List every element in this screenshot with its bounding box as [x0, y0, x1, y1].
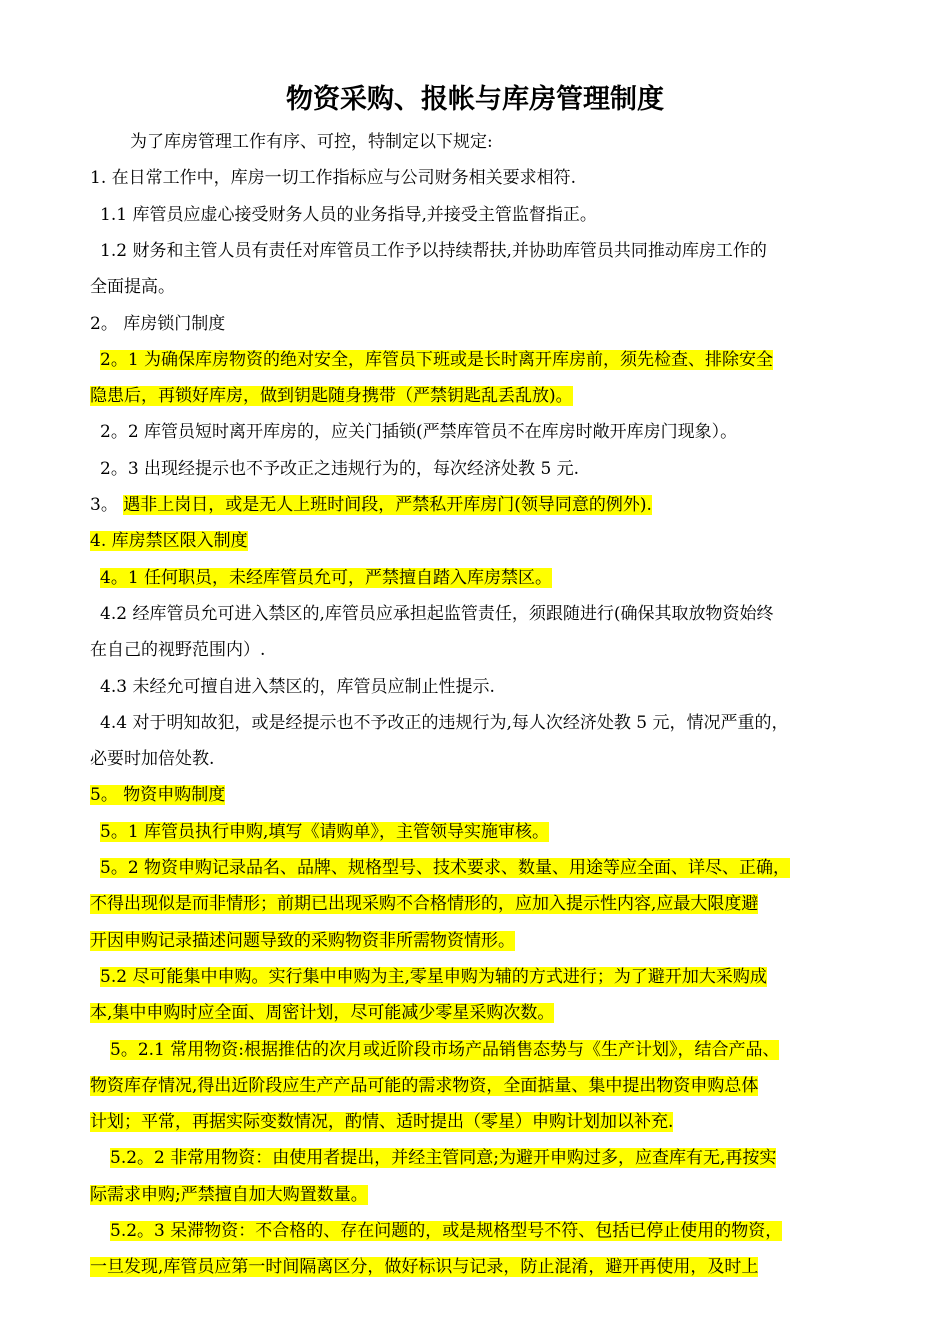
text-line — [90, 124, 860, 160]
highlighted-text: 一旦发现,库管员应第一时间隔离区分，做好标识与记录，防止混淆，避开再使用，及时上 — [90, 1257, 759, 1278]
text-line — [90, 741, 860, 777]
text-line — [90, 487, 860, 523]
line-text: 1. 在日常工作中，库房一切工作指标应与公司财务相关要求相符. — [90, 168, 577, 189]
highlighted-text: 5。1 库管员执行申购,填写《请购单》，主管领导实施审核。 — [100, 821, 549, 842]
highlighted-text: 开因申购记录描述问题导致的采购物资非所需物资情形。 — [90, 930, 515, 951]
highlighted-text: 隐患后，再锁好库房，做到钥匙随身携带（严禁钥匙乱丢乱放)。 — [90, 386, 573, 407]
line-text: 3。 — [90, 495, 124, 515]
document-title: 物资采购、报帐与库房管理制度 — [286, 84, 664, 115]
line-text: 在自己的视野范围内）. — [90, 640, 266, 661]
text-line — [90, 378, 860, 414]
line-text: 1.2 财务和主管人员有责任对库管员工作予以持续帮扶,并协助库管员共同推动库房工作的 — [100, 240, 767, 261]
line-text: 2。3 出现经提示也不予改正之违规行为的，每次经济处教 5 元. — [100, 458, 580, 479]
highlighted-text: 5。2.1 常用物资:根据推估的次月或近阶段市场产品销售态势与《生产计划》，结合产品、 — [110, 1039, 780, 1060]
line-text: 1.1 库管员应虚心接受财务人员的业务指导,并接受主管监督指正。 — [100, 204, 597, 225]
text-line — [90, 160, 860, 196]
highlighted-text: 5.2 尽可能集中申购。实行集中申购为主,零星申购为辅的方式进行；为了避开加大采购成 — [100, 966, 767, 987]
highlighted-text: 2。1 为确保库房物资的绝对安全，库管员下班或是长时离开库房前，须先检查、排除安全 — [100, 349, 774, 370]
line-text: 4.2 经库管员允可进入禁区的,库管员应承担起监管责任，须跟随进行(确保其取放物资始终 — [100, 603, 774, 624]
text-line — [90, 523, 860, 559]
highlighted-text: 本,集中申购时应全面、周密计划，尽可能减少零星采购次数。 — [90, 1003, 555, 1024]
text-line — [90, 560, 860, 596]
text-line — [90, 1104, 860, 1140]
text-line — [90, 886, 860, 922]
text-line — [90, 1068, 860, 1104]
text-line — [90, 923, 860, 959]
highlighted-text: 不得出现似是而非情形；前期已出现采购不合格情形的，应加入提示性内容,应最大限度避 — [90, 894, 759, 915]
text-line — [90, 1140, 860, 1176]
text-line — [90, 306, 860, 342]
text-line — [90, 814, 860, 850]
text-line — [90, 1249, 860, 1285]
line-text: 为了库房管理工作有序、可控，特制定以下规定: — [130, 132, 493, 152]
highlighted-text: 计划；平常，再据实际变数情况，酌情、适时提出（零星）申购计划加以补充. — [90, 1112, 674, 1133]
highlighted-text: 物资库存情况,得出近阶段应生产产品可能的需求物资，全面掂量、集中提出物资申购总体 — [90, 1075, 759, 1096]
text-line — [90, 959, 860, 995]
text-line — [90, 1213, 860, 1249]
line-text: 全面提高。 — [90, 277, 175, 298]
text-line — [90, 197, 860, 233]
highlighted-text: 5.2。3 呆滞物资：不合格的、存在问题的，或是规格型号不符、包括已停止使用的物资， — [110, 1221, 783, 1241]
text-line — [90, 705, 860, 741]
highlighted-text: 5。2 物资申购记录品名、品牌、规格型号、技术要求、数量、用途等应全面、详尽、正确， — [100, 858, 791, 878]
text-line — [90, 233, 860, 269]
highlighted-text: 5。 物资申购制度 — [90, 785, 226, 806]
highlighted-text: 4。1 任何职员，未经库管员允可，严禁擅自踏入库房禁区。 — [100, 567, 553, 588]
text-line — [90, 596, 860, 632]
text-line — [90, 414, 860, 450]
text-line — [90, 995, 860, 1031]
line-text: 必要时加倍处教. — [90, 749, 215, 770]
text-line — [90, 269, 860, 305]
highlighted-text: 际需求申购;严禁擅自加大购置数量。 — [90, 1184, 368, 1205]
text-line — [90, 1032, 860, 1068]
highlighted-text: 4. 库房禁区限入制度 — [90, 531, 248, 552]
text-line — [90, 777, 860, 813]
text-line — [90, 1177, 860, 1213]
text-line — [90, 669, 860, 705]
line-text: 2。2 库管员短时离开库房的，应关门插锁(严禁库管员不在库房时敞开库房门现象）。 — [100, 422, 738, 443]
text-line — [90, 632, 860, 668]
highlighted-text: 5.2。2 非常用物资：由使用者提出，并经主管同意;为避开申购过多，应查库有无,再按实 — [110, 1148, 777, 1169]
text-line — [90, 342, 860, 378]
line-text: 2。 库房锁门制度 — [90, 313, 226, 334]
highlighted-text: 遇非上岗日，或是无人上班时间段，严禁私开库房门(领导同意的例外). — [123, 495, 652, 515]
text-line — [90, 850, 860, 886]
text-line — [90, 451, 860, 487]
line-text: 4.3 未经允可擅自进入禁区的，库管员应制止性提示. — [100, 676, 495, 697]
line-text: 4.4 对于明知故犯，或是经提示也不予改正的违规行为,每人次经济处教 5 元，情况严重的， — [100, 712, 789, 733]
